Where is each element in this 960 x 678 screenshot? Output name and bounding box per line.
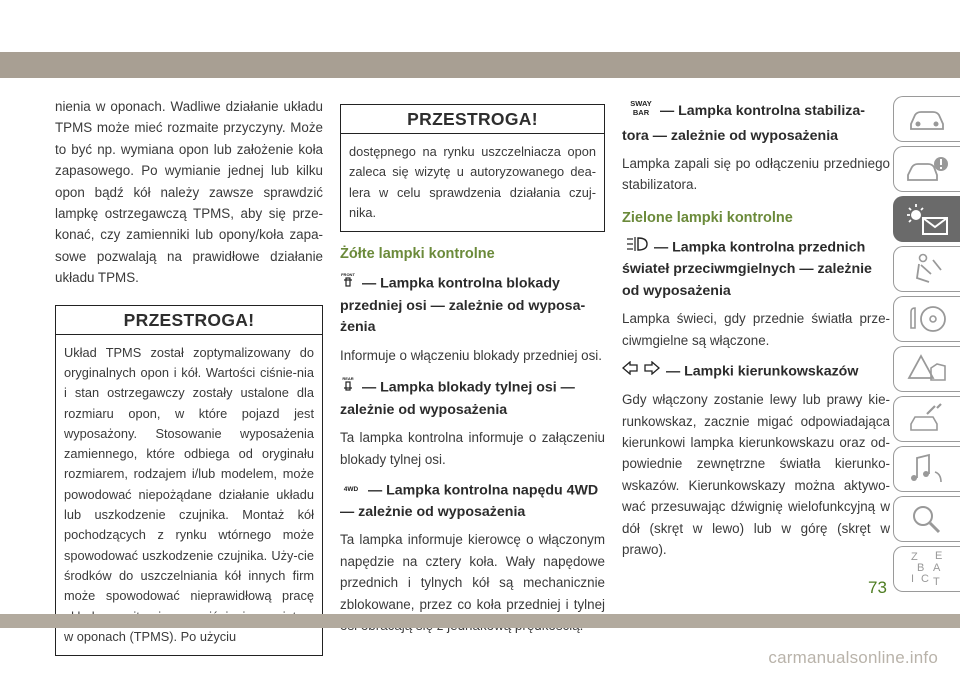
svg-text:REAR: REAR [342,376,354,382]
svg-text:E: E [935,550,943,562]
column-3 [622,98,890,560]
car-icon [907,104,947,134]
index-letters-icon [905,549,949,589]
column-2 [340,104,605,636]
wrench-car-icon [907,402,947,436]
multimedia-icon [907,452,947,486]
svg-text:A: A [933,562,941,574]
item-title-text: — Lampka kontrolna stabiliza-tora — zależnie od wyposażenia [622,103,865,144]
column-1 [55,96,323,656]
chapter-tabs [893,96,960,596]
svg-text:4WD: 4WD [343,485,359,493]
item-text: Lampka zapali się po odłączeniu przedniego stabilizatora. [622,156,890,193]
4wd-icon [340,480,362,502]
warning-title: PRZESTROGA! [341,105,604,134]
seat-safety-icon [907,252,947,286]
rear-axle-lock-icon [340,376,356,400]
page-number: 73 [868,578,887,597]
warning-text: Układ TPMS został zoptymalizowany do oryginalnych opon i kół. Wartości ciśnie-nia i stan ostrzegawczy zostały ustalone dla rozmiaru opon, w które pojazd jest wyposażony. Stosowanie wyposażenia zamiennego, które odbiega od oryginału rozmiarem, rodzajem i/lub modelem, może powodować niepożądane działanie układu lub uszkodzenie czujnika. Montaż kół pochodzących z rynku wtórnego może spowodować uszkodzenie czujnika. Uży-cie środków do uszczelniania kół innych firm może spowodować nieprawidłową pracę w oponach (TPMS). Po użyciu [64,344,314,644]
front-axle-lock-icon [340,272,356,296]
item-title-sway-bar [622,98,890,147]
svg-text:I: I [911,573,915,585]
bottom-band [0,614,960,628]
tab-car[interactable] [893,96,960,142]
item-title-text: — Lampka kontrolna napędu 4WD — zależnie od wyposażenia [340,482,599,520]
warning-box-continued [340,104,605,232]
tab-index[interactable] [893,546,960,592]
svg-text:BAR: BAR [632,108,650,117]
item-title-fog [622,236,890,303]
tab-warning-lights[interactable] [893,196,960,242]
search-icon [907,502,947,536]
tab-steering[interactable] [893,296,960,342]
footer-watermark[interactable]: carmanualsonline.info [768,648,938,667]
item-text: Ta lampka kontrolna informuje o załączeniu blokady tylnej osi. [340,430,605,467]
svg-text:Z: Z [911,551,918,563]
item-title-text: — Lampki kierunkowskazów [666,363,859,380]
item-title-turn-signals [622,361,890,383]
front-fog-light-icon [626,236,648,260]
steering-wheel-icon [905,302,949,336]
section-title-yellow: Żółte lampki kontrolne [340,246,495,263]
top-band [0,52,960,78]
tab-multimedia[interactable] [893,446,960,492]
item-title-4wd [340,480,605,524]
svg-text:C: C [921,573,929,585]
svg-text:FRONT: FRONT [341,272,355,278]
tab-hazard[interactable] [893,346,960,392]
car-info-icon [905,154,949,184]
warning-lights-icon [905,202,949,236]
tab-search[interactable] [893,496,960,542]
item-title-text: — Lampka kontrolna przednich świateł przeciwmgielnych — zależnie od wyposażenia [622,239,872,299]
warning-text: dostępnego na rynku uszczelniacza opon zaleca się wizytę u autoryzowanego dea-lera w celu sprawdzenia działania czuj-nika. [349,144,596,220]
turn-signal-arrows-icon [622,361,660,383]
item-text: Lampka świeci, gdy przednie światła prze-ciwmgielne są włączone. [622,311,890,348]
svg-text:B: B [917,562,925,574]
item-text: Informuje o włączeniu blokady przedniej osi. [340,347,603,363]
svg-text:SWAY: SWAY [630,99,652,108]
section-title-green: Zielone lampki kontrolne [622,209,793,226]
item-title-text: — Lampka kontrolna blokady przedniej osi — zależnie od wyposa-żenia [340,275,586,336]
tab-car-info[interactable] [893,146,960,192]
hazard-triangle-icon [907,352,947,386]
tab-service[interactable] [893,396,960,442]
warning-title: PRZESTROGA! [56,306,322,335]
svg-text:T: T [933,576,940,588]
item-text: Ta lampka informuje kierowcę o włączonym napędzie na cztery koła. Wały napędowe przednich i tylnych kół są mechanicznie zblokowane, przez co koła przedniej i tylnej [340,532,605,612]
item-title-front-lock [340,272,605,339]
intro-paragraph: nienia w oponach. Wadliwe działanie układu TPMS może mieć rozmaite przyczyny. Może to być np. wymiana opon lub założenie koła zapasowego. Po wymianie jednej lub kilku opon bądź kół należy zawsze sprawdzić lampkę ostrzegawczą TPMS, aby się prze-konać, czy zamienniki lub opony/koła zapa-sowe pozwalają na prawidłowe działanie układu TPMS. [55,99,323,286]
tab-seat-safety[interactable] [893,246,960,292]
warning-box [55,305,323,656]
item-title-rear-lock [340,376,605,421]
item-text: Gdy włączony zostanie lewy lub prawy kie-runkowskaz, zacznie migać odpowiadająca kierunkowi lampka kierunkowskazu oraz od-powiednie zewnętrzne światła kierunko-wskazów. Kierunkowskazy można aktywo-wać przesuwając dźwignię wielofunkcyjną w dół (skręt w lewo) lub w górę (skręt w prawo). [622,392,890,557]
sway-bar-icon [628,98,654,126]
item-title-text: — Lampka blokady tylnej osi — zależnie od wyposażenia [340,379,575,418]
